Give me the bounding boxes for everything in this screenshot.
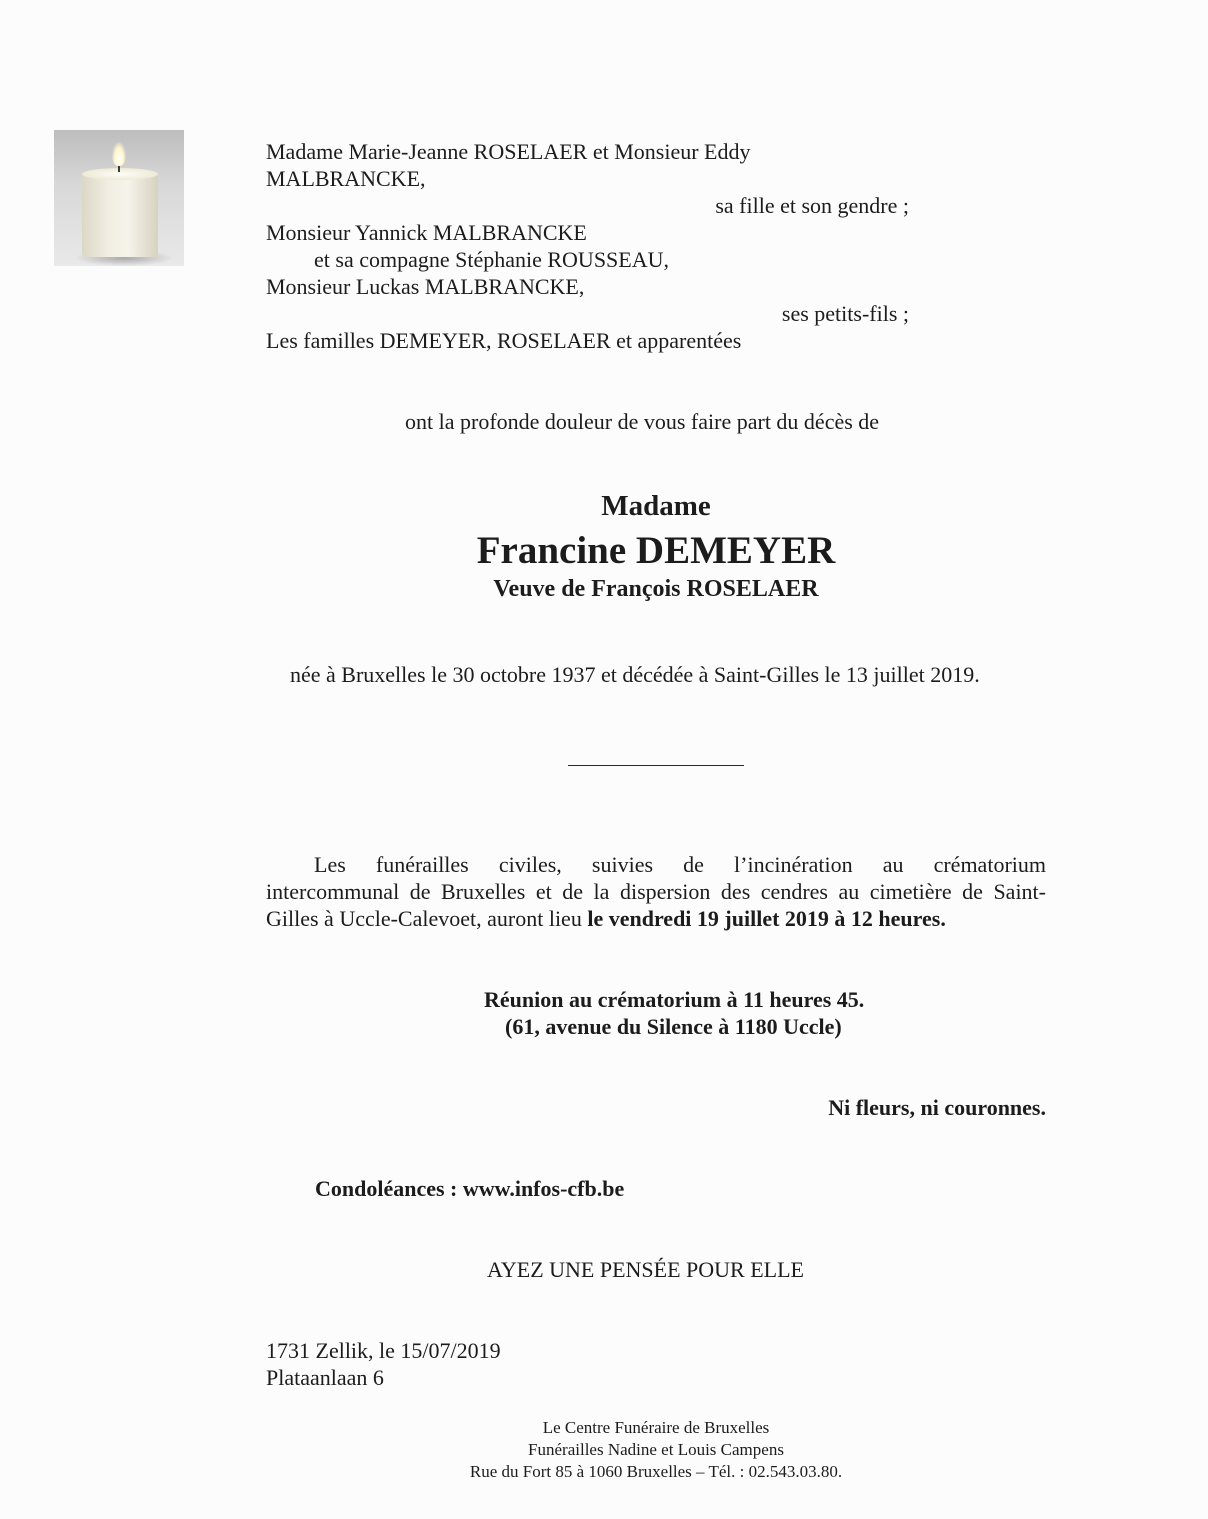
meeting-line-1: Réunion au crématorium à 11 heures 45.	[484, 987, 865, 1012]
family-line-2: MALBRANCKE,	[266, 166, 426, 191]
funeral-line-3-plain: Gilles à Uccle-Calevoet, auront lieu	[266, 906, 588, 931]
address-line-2: Plataanlaan 6	[266, 1365, 384, 1390]
candle-top	[82, 168, 158, 180]
candle-image	[54, 130, 184, 266]
funeral-line-1: Les funérailles civiles, suivies de l’incinération au crématorium	[314, 852, 1046, 877]
thought-line: AYEZ UNE PENSÉE POUR ELLE	[487, 1257, 804, 1282]
funeral-home-contact: Rue du Fort 85 à 1060 Bruxelles – Tél. : 02.543.03.80.	[469, 1462, 843, 1481]
deceased-widow-of: Veuve de François ROSELAER	[493, 576, 819, 602]
family-line-4: et sa compagne Stéphanie ROUSSEAU,	[314, 247, 669, 272]
funeral-line-3	[266, 905, 1046, 932]
deceased-title: Madame	[601, 490, 711, 522]
funeral-paragraph	[266, 851, 1046, 932]
no-flowers-notice: Ni fleurs, ni couronnes.	[828, 1095, 1046, 1120]
candle-body	[82, 173, 158, 257]
deceased-name: Francine DEMEYER	[476, 529, 836, 572]
family-line-6: Les familles DEMEYER, ROSELAER et apparentées	[266, 328, 742, 353]
funeral-line-2: intercommunal de Bruxelles et de la dispersion des cendres au cimetière de Saint-	[266, 879, 1046, 904]
meeting-address: (61, avenue du Silence à 1180 Uccle)	[505, 1014, 842, 1039]
birth-death-dates: née à Bruxelles le 30 octobre 1937 et décédée à Saint-Gilles le 13 juillet 2019.	[290, 662, 980, 687]
funeral-date-time: le vendredi 19 juillet 2019 à 12 heures.	[587, 906, 946, 931]
separator-line	[568, 765, 744, 766]
candle-flame-icon	[112, 142, 126, 166]
address-line-1: 1731 Zellik, le 15/07/2019	[266, 1338, 501, 1363]
relation-daughter: sa fille et son gendre ;	[715, 193, 909, 218]
funeral-home-name: Le Centre Funéraire de Bruxelles	[542, 1418, 770, 1437]
relation-grandsons: ses petits-fils ;	[781, 301, 909, 326]
announcement-text: ont la profonde douleur de vous faire part du décès de	[405, 409, 880, 434]
family-line-3: Monsieur Yannick MALBRANCKE	[266, 220, 587, 245]
family-line-1: Madame Marie-Jeanne ROSELAER et Monsieur Eddy	[266, 139, 751, 164]
condolences-link: Condoléances : www.infos-cfb.be	[315, 1176, 625, 1201]
family-line-5: Monsieur Luckas MALBRANCKE,	[266, 274, 585, 299]
funeral-home-subtitle: Funérailles Nadine et Louis Campens	[528, 1440, 784, 1459]
